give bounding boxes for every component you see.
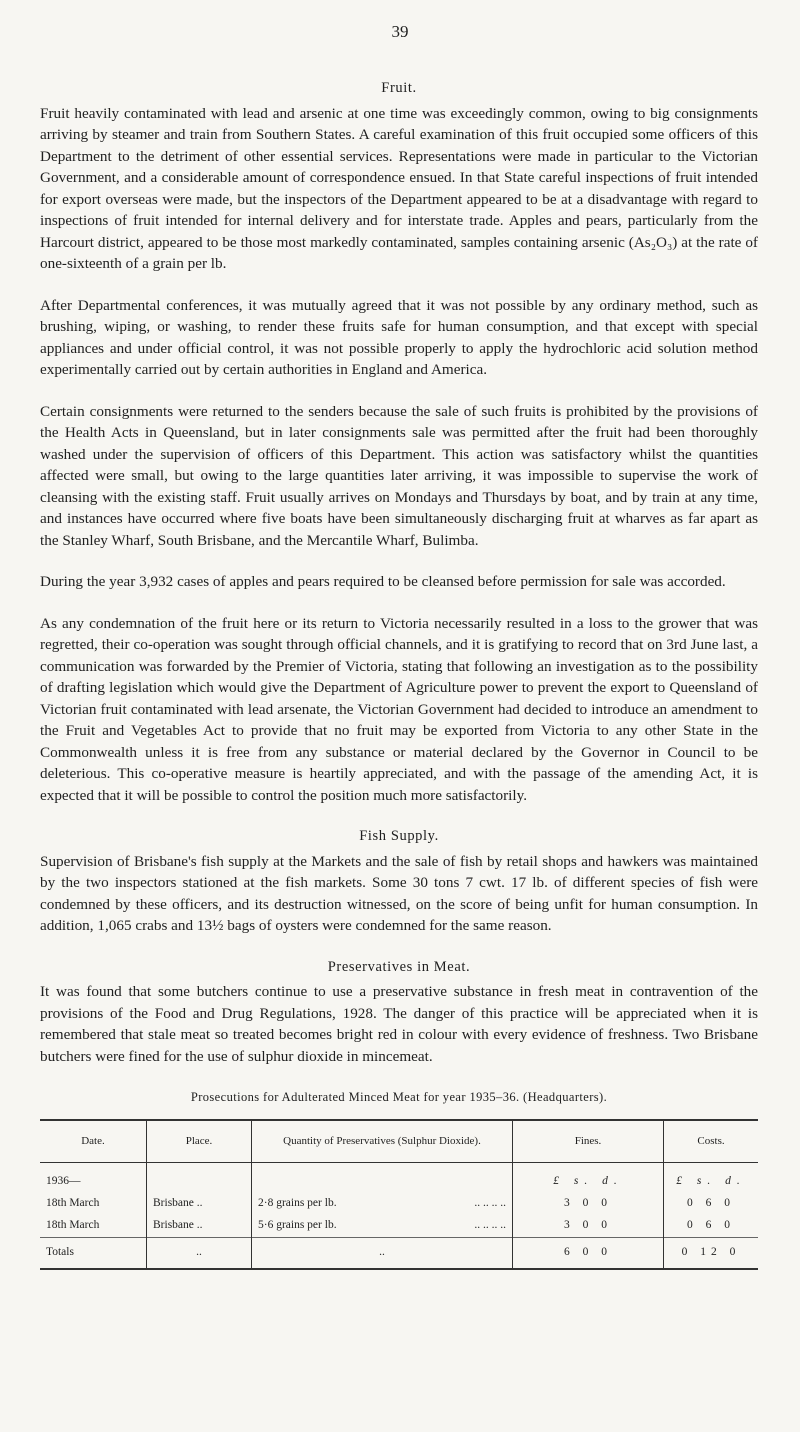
page-number: 39 [391, 22, 409, 41]
paragraph: Fruit heavily contaminated with lead and arsenic at one time was exceedingly common, owing to big consignments arriving by steamer and train from Southern States. A careful examination of this fruit occupied some officers of this Department to the detriment of other essential services. Representations were made in particular to the Victorian Government, and a considerable amount of correspondence ensued. In that State careful inspections of fruit intended for export overseas were made, but the inspectors of the Department appeared to be at a disadvantage with regard to inspections of fruit intended for internal delivery and for interstate trade. Apples and pears, particularly from the Harcourt district, appeared to be those most markedly contaminated, samples containing arsenic (As₂O₃) at the rate of one-sixteenth of a grain per lb. [40, 104, 758, 272]
year-label [40, 1163, 147, 1194]
table-row [40, 1193, 758, 1215]
paragraph: It was found that some butchers continue to use a preservative substance in fresh meat in contravention of the provisions of the Food and Drug Regulations, 1928. The danger of this practice will be appreciated when it is remembered that stale meat so treated becomes bright red in colour with every evidence of freshness. Two Brisbane butchers were fined for the use of sulphur dioxide in mincemeat. [40, 983, 758, 1065]
table-title: Prosecutions for Adulterated Minced Meat for year 1935–36. (Headquarters). [190, 1090, 608, 1104]
costs-currency-header: £ s. d. [676, 1175, 746, 1187]
column-header-costs: Costs. [664, 1120, 759, 1163]
cell-totals-place: .. [147, 1238, 252, 1270]
table-header-row [40, 1120, 758, 1163]
paragraph: Supervision of Brisbane's fish supply at the Markets and the sale of fish by retail shops and hawkers was maintained by the two inspectors stationed at the fish markets. Some 30 tons 7 cwt. 17 lb. of different species of fish were condemned by these officers, and its destruction witnessed, on the score of being unfit for human consumption. In addition, 1,065 crabs and 13½ bags of oysters were condemned for the same reason. [40, 852, 758, 934]
cell-fines: 3 0 0 [513, 1193, 664, 1215]
column-header-place: Place. [147, 1120, 252, 1163]
cell-totals-costs: 0 12 0 [664, 1238, 759, 1270]
table-row-totals [40, 1238, 758, 1270]
cell-place: Brisbane .. [147, 1215, 252, 1238]
column-header-quantity: Quantity of Preservatives (Sulphur Dioxide). [252, 1120, 513, 1163]
paragraph: During the year 3,932 cases of apples and pears required to be cleansed before permission for sale was accorded. [40, 573, 726, 590]
cell-costs: 0 6 0 [687, 1219, 735, 1231]
section-heading-fish-supply: Fish Supply. [359, 828, 439, 844]
cell-totals-fines: 6 0 0 [513, 1238, 664, 1270]
section-heading-preservatives: Preservatives in Meat. [327, 958, 471, 975]
cell-date: 18th March [40, 1215, 147, 1238]
prosecutions-table [40, 1119, 758, 1271]
cell-quantity: 2·8 grains per lb. .. .. .. .. [252, 1193, 513, 1215]
table-row [40, 1215, 758, 1238]
cell-fines: 3 0 0 [513, 1215, 664, 1238]
cell-totals-quantity: .. [252, 1238, 513, 1270]
cell-totals-label: Totals [40, 1238, 147, 1270]
table-row-currency [40, 1163, 758, 1194]
year-label-text: 1936— [46, 1175, 81, 1187]
document-body [40, 52, 758, 1270]
cell-quantity: 5·6 grains per lb. .. .. .. .. [252, 1215, 513, 1238]
paragraph: Certain consignments were returned to the senders because the sale of such fruits is prohibited by the provisions of the Health Acts in Queensland, but in later consignments sale was permitted after the fruit had been thoroughly washed under the supervision of officers of this Department. This action was satisfactory whilst the quantities affected were small, but owing to the large quantities later arriving, it was impossible to supervise the work of cleansing with the existing staff. Fruit usually arrives on Mondays and Thursdays by boat, and by train at any time, and instances have occurred where five boats have been simultaneously discharging fruit at wharves as far apart as the Stanley Wharf, South Brisbane, and the Mercantile Wharf, Bulimba. [40, 402, 758, 549]
paragraph: After Departmental conferences, it was mutually agreed that it was not possible by any ordinary method, such as brushing, wiping, or washing, to render these fruits safe for human consumption, and that except with special appliances and under official control, it was not possible properly to apply the hydrochloric acid solution method experimentally carried out by certain authorities in England and America. [40, 296, 758, 378]
column-header-date: Date. [40, 1120, 147, 1163]
cell-date: 18th March [40, 1193, 147, 1215]
column-header-fines: Fines. [513, 1120, 664, 1163]
fines-currency-header: £ s. d. [553, 1175, 623, 1187]
cell-costs: 0 6 0 [687, 1197, 735, 1209]
cell-place: Brisbane .. [147, 1193, 252, 1215]
section-heading-fruit: Fruit. [381, 80, 417, 96]
paragraph: As any condemnation of the fruit here or its return to Victoria necessarily resulted in a loss to the grower that was regretted, their co-operation was sought through official channels, and it is gratifying to record that on 3rd June last, a communication was forwarded by the Premier of Victoria, stating that following an investigation as to the possibility of drafting legislation which would give the Department of Agriculture power to prevent the export to Queensland of Victorian fruit contaminated with lead arsenate, the Victorian Government had decided to introduce an amendment to the Fruit and Vegetables Act to provide that no fruit may be exported from Victoria to any other State in the Commonwealth unless it is free from any substance or material declared by the Governor in Council to be deleterious. This co-operative measure is heartily appreciated, and with the passage of the amending Act, it is expected that it will be possible to control the position much more satisfactorily. [40, 614, 758, 804]
